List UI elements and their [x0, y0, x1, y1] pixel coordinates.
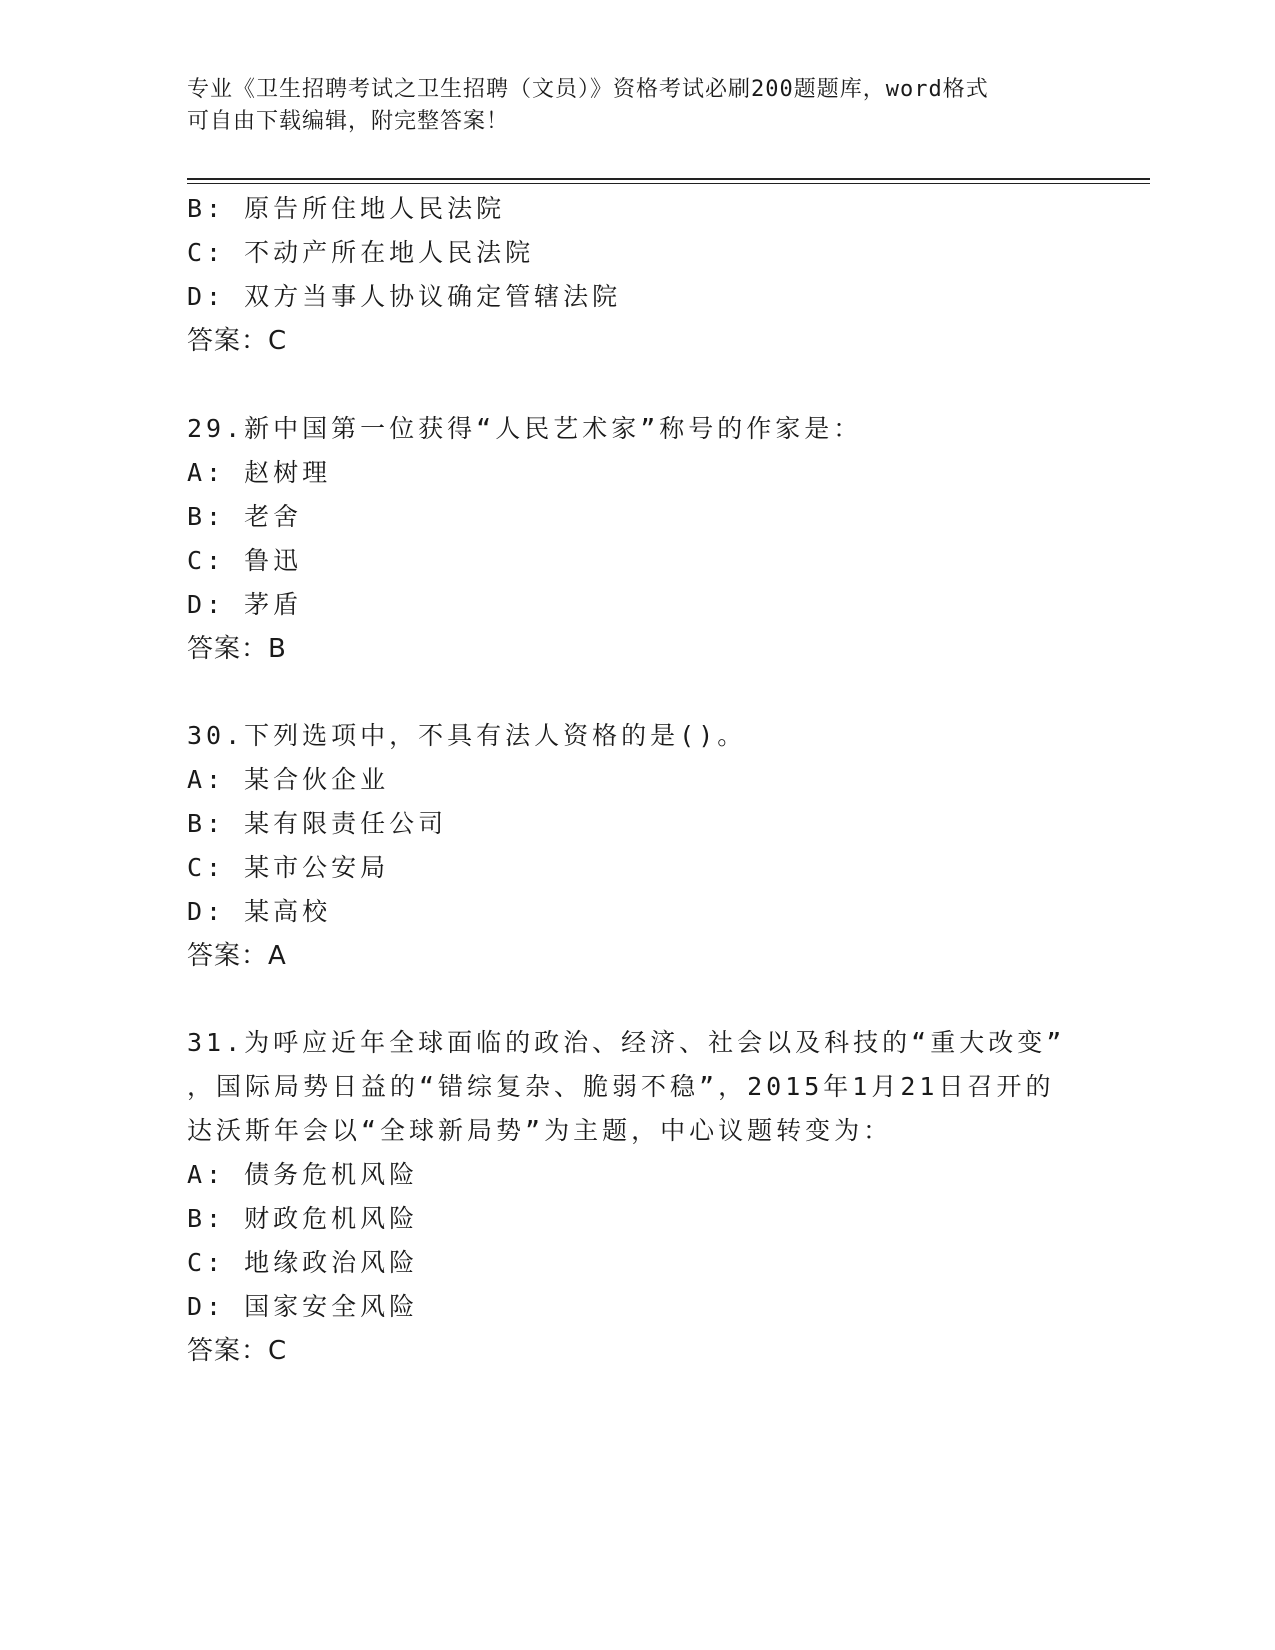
q29-question: 29.新中国第一位获得“人民艺术家”称号的作家是： — [187, 414, 863, 443]
q31-option-a: A: 债务危机风险 — [187, 1160, 419, 1189]
q31-option-d: D: 国家安全风险 — [187, 1292, 419, 1321]
header-line-1: 专业《卫生招聘考试之卫生招聘（文员）》资格考试必刷200题题库，word格式 — [187, 77, 989, 102]
q30-option-c: C: 某市公安局 — [187, 853, 390, 882]
header-divider-thick — [187, 178, 1150, 180]
q31-question-line-1: 31.为呼应近年全球面临的政治、经济、社会以及科技的“重大改变” — [187, 1028, 1066, 1057]
q31-option-c: C: 地缘政治风险 — [187, 1248, 419, 1277]
q30-question: 30.下列选项中，不具有法人资格的是()。 — [187, 721, 747, 750]
q29-option-d: D: 茅盾 — [187, 590, 303, 619]
q31-question-line-3: 达沃斯年会以“全球新局势”为主题，中心议题转变为： — [187, 1116, 893, 1145]
q29-answer: 答案：B — [187, 634, 287, 664]
q29-option-c: C: 鲁迅 — [187, 546, 303, 575]
q29-option-a: A: 赵树理 — [187, 458, 332, 487]
document-header — [187, 74, 1087, 138]
q31-question-line-2: ，国际局势日益的“错综复杂、脆弱不稳”，2015年1月21日召开的 — [187, 1072, 1055, 1101]
header-line-2: 可自由下载编辑，附完整答案！ — [187, 109, 510, 134]
header-divider-thin — [187, 183, 1150, 184]
q28-option-c: C: 不动产所在地人民法院 — [187, 238, 535, 267]
q31-answer: 答案：C — [187, 1336, 288, 1366]
q28-answer: 答案：C — [187, 326, 288, 356]
q28-option-d: D: 双方当事人协议确定管辖法院 — [187, 282, 622, 311]
q30-option-d: D: 某高校 — [187, 897, 332, 926]
q29-option-b: B: 老舍 — [187, 502, 303, 531]
q28-option-b: B: 原告所住地人民法院 — [187, 194, 506, 223]
q30-answer: 答案：A — [187, 941, 287, 971]
q31-option-b: B: 财政危机风险 — [187, 1204, 419, 1233]
q30-option-a: A: 某合伙企业 — [187, 765, 390, 794]
q30-option-b: B: 某有限责任公司 — [187, 809, 448, 838]
